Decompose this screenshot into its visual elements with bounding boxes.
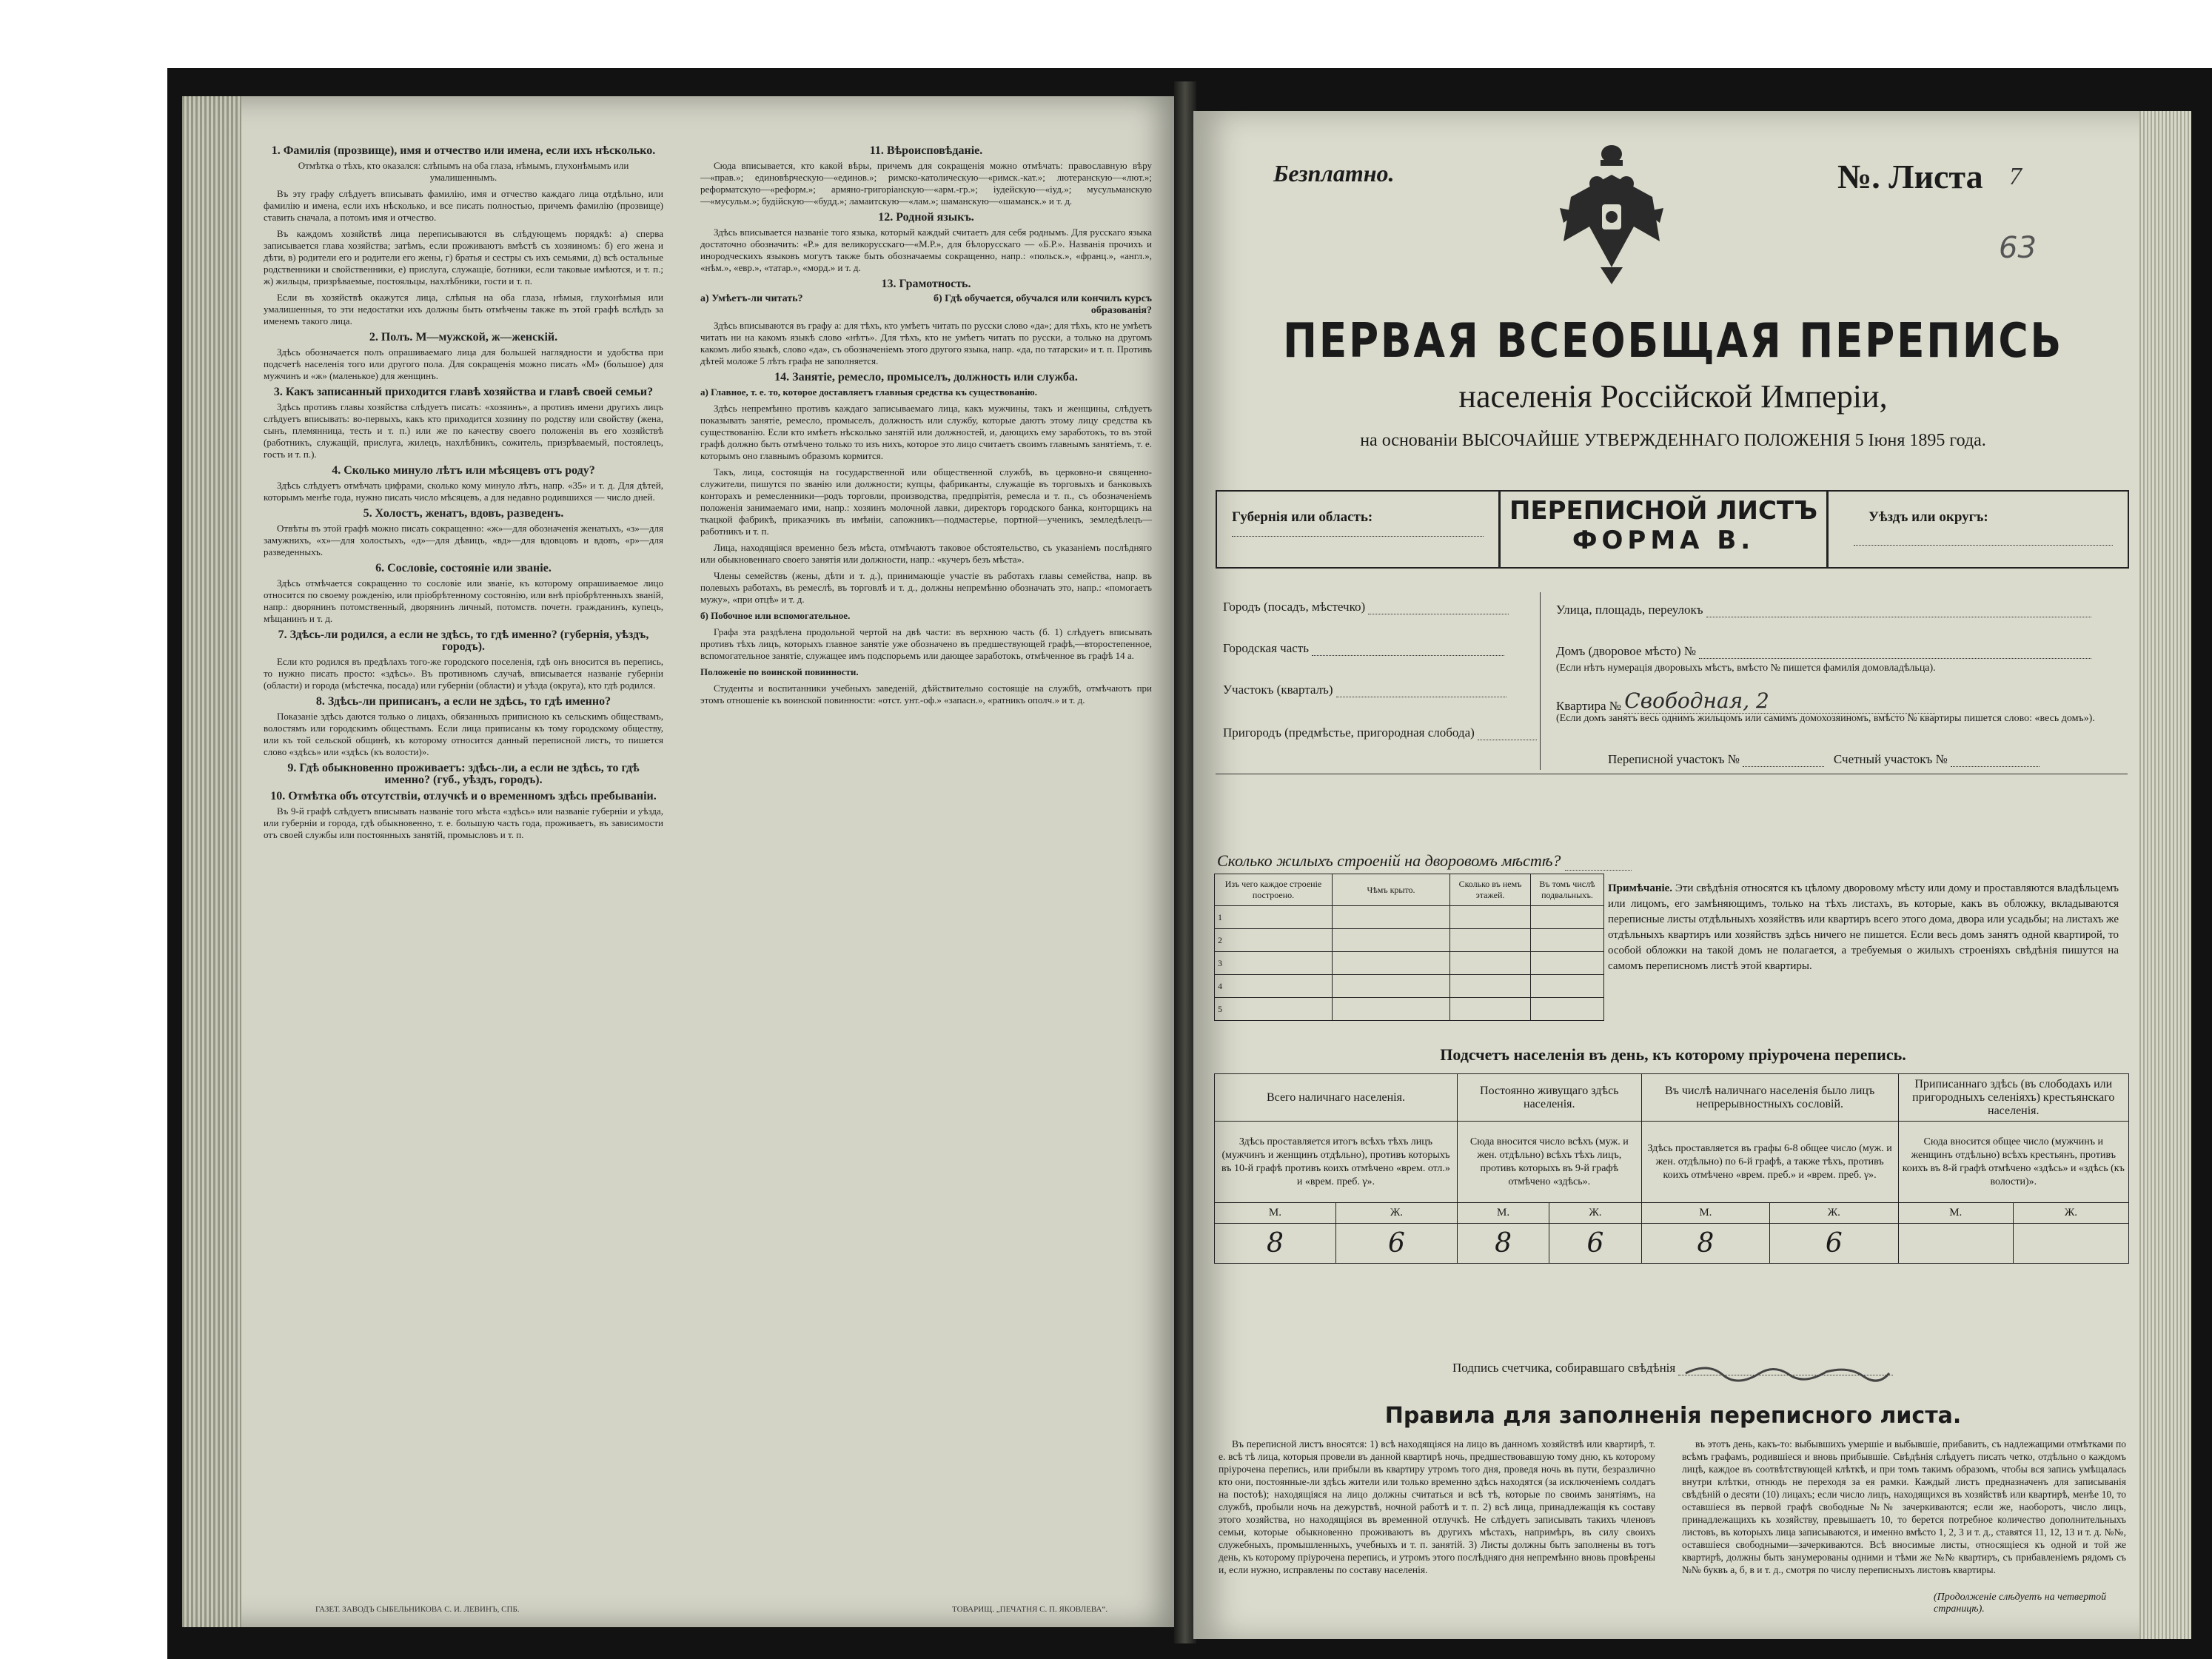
heading-14a: а) Главное, т. е. то, которое доставляетъ главныя средства къ существованію.	[700, 386, 1037, 398]
female-header: Ж.	[1770, 1203, 1898, 1224]
female-header: Ж.	[2013, 1203, 2128, 1224]
houses-header: Чѣмъ крыто.	[1333, 874, 1450, 906]
heading-13: 13. Грамотность.	[881, 278, 971, 290]
count-description: Сюда вносится общее число (мужчинъ и женщинъ отдѣльно) всѣхъ крестьянъ, противъ коихъ въ 8-й графѣ отмѣчено «здѣсь» и «здѣсь (къ волости)».	[1898, 1122, 2128, 1203]
district-label: Уѣздъ или округъ:	[1869, 509, 1988, 525]
male-header: М.	[1641, 1203, 1769, 1224]
heading-4: 4. Сколько минуло лѣтъ или мѣсяцевъ отъ роду?	[332, 464, 595, 477]
paragraph: Здѣсь вписывается названіе того языка, который каждый считаетъ для себя роднымъ. Для русскаго языка достаточно обозначить: «Р.» для великорусскаго—«М.Р.», для бѣлорусскаго — «Б.Р.». Названія прочихъ и инородческихъ языковъ могутъ также быть обозначаемы сокращенно, напр.: «польск.», «франц.», «англ.», «нѣм.», «евр.», «татар.», «морд.» и т. д.	[700, 227, 1152, 273]
table-row: 3	[1215, 952, 1604, 975]
paragraph: Въ эту графу слѣдуетъ вписывать фамилію, имя и отчество каждаго лица отдѣльно, или фамилію и имена, если ихъ нѣсколько, и все писать полностью, причемъ фамилію (прозвище) ставить сначала, а потомъ имя и отчество.	[264, 188, 663, 223]
paragraph: Если кто родился въ предѣлахъ того-же городского поселенія, гдѣ онъ вносится въ перепись, то нужно писать просто: «здѣсь». Въ противномъ случаѣ, вписывается названіе губерніи (области) и города (мѣстечка, посада) или губерніи (области) и уѣзда (округа), кто гдѣ родился.	[264, 656, 663, 691]
houses-note: Примѣчаніе. Эти свѣдѣнія относятся къ цѣлому дворовому мѣсту или дому и проставляются владѣльцемъ или лицомъ, его замѣняющимъ, только на тѣхъ листахъ, въ которые, какъ въ обложку, вкладываются переписные листы отдѣльныхъ хозяйствъ или квартиръ всего этого дома, двора или усадьбы; на листахъ же отдѣльныхъ квартиръ или хозяйствъ здѣсь ничего не пишется. Если весь домъ занятъ одной квартирой, то особой обложки на такой домъ не полагается, а требуемыя о жилыхъ строеніяхъ свѣдѣнія пишутся на самомъ переписномъ листѣ этой квартиры.	[1608, 882, 2119, 972]
count-header: Въ числѣ наличнаго населенія было лицъ непрерывностныхъ сословій.	[1641, 1074, 1898, 1122]
male-header: М.	[1457, 1203, 1549, 1224]
rules-title: Правила для заполненія переписного листа.	[1384, 1403, 1962, 1429]
table-row: 2	[1215, 929, 1604, 952]
heading-military: Положеніе по воинской повинности.	[700, 666, 859, 677]
paragraph: Показаніе здѣсь даются только о лицахъ, обязанныхъ приписною къ сельскимъ обществамъ, волостямъ или городскимъ обществамъ. Если лица приписаны къ тому городскому обществу, или къ той сельской общинѣ, къ которому относится данный переписной листъ, то пишется слово «здѣсь» или «здѣсь (къ волости)».	[264, 711, 663, 757]
paragraph: Студенты и воспитанники учебныхъ заведеній, дѣйствительно состоящіе на службѣ, отмѣчаютъ при этомъ отношеніе къ воинской повинности: «отст. унт.-оф.» «запасн.», «ратникъ ополч.» и т. д.	[700, 683, 1152, 706]
heading-10: 10. Отмѣтка объ отсутствіи, отлучкѣ и о временномъ здѣсь пребываніи.	[270, 790, 657, 802]
continued-note: (Продолженіе слѣдуетъ на четвертой страницѣ).	[1934, 1592, 2107, 1615]
count-header: Приписаннаго здѣсь (въ слободахъ или пригородныхъ селеніяхъ) крестьянскаго населенія.	[1898, 1074, 2128, 1122]
table-row: 4	[1215, 975, 1604, 998]
table-row: 1	[1215, 906, 1604, 929]
left-column-2	[700, 141, 1152, 1592]
printer-imprint-right: ТОВАРИЩ. „ПЕЧАТНЯ С. П. ЯКОВЛЕВА“.	[952, 1605, 1108, 1614]
paragraph: Сюда вписывается, кто какой вѣры, причемъ для сокращенія можно отмѣчать: православную вѣру—«прав.»; единовѣрческую—«единов.»; римско-католическую—«римск.-кат.»; лютеранскую—«лют.»; реформатскую—«реформ.»; армяно-григоріанскую—«арм.-гр.»; іудейскую—«іуд.»; мусульманскую—«мусульм.»; будійскую—«будд.»; ламаитскую—«лам.»; шаманскую—«шаманск.» и т. д.	[700, 160, 1152, 207]
paragraph: Въ 9-й графѣ слѣдуетъ вписывать названіе того мѣста «здѣсь» или названіе губерніи и уѣзда, или губерніи и города, гдѣ обыкновенно, т. е. большую часть года, проживаетъ, въ зависимости отъ своей службы или постоянныхъ занятій, промысловъ и т. п.	[264, 805, 663, 840]
header-box	[1216, 490, 2129, 569]
female-header: Ж.	[1549, 1203, 1641, 1224]
paragraph: Здѣсь вписываются въ графу а: для тѣхъ, кто умѣетъ читать по русски слово «да»; для тѣхъ, кто не умѣетъ читать ни на какомъ языкѣ слово «нѣтъ». Для тѣхъ, кто не умѣетъ читать по русски, а только на другомъ какомъ либо языкѣ, слово «да», съ обозначеніемъ этого другого языка, напр. «да, по татарски» и т. п. Противъ дѣтей моложе 5 лѣтъ графа не заполняется.	[700, 320, 1152, 366]
street-field: Улица, площадь, переулокъ	[1556, 603, 2091, 617]
houses-table	[1214, 874, 1604, 1021]
count-table	[1214, 1073, 2129, 1264]
heading-13b: б) Гдѣ обучается, обучался или кончилъ курсъ образованія?	[934, 293, 1152, 316]
count-value: 6	[1549, 1224, 1641, 1264]
male-header: М.	[1215, 1203, 1336, 1224]
heading-14b: б) Побочное или вспомогательное.	[700, 610, 851, 621]
sheet-number-handwritten: 7	[2009, 163, 2022, 190]
count-description: Здѣсь проставляется итогъ всѣхъ тѣхъ лицъ (мужчинъ и женщинъ отдѣльно), противъ которыхъ въ 10-й графѣ противъ коихъ отмѣчено «врем. отл.» и «врем. преб. γ».	[1215, 1122, 1458, 1203]
table-row: 5	[1215, 998, 1604, 1021]
count-description: Здѣсь проставляется въ графы 6-8 общее число (муж. и жен. отдѣльно) по 6-й графѣ, а также тѣхъ, противъ коихъ отмѣчено «врем. преб.» и «врем. преб. γ».	[1641, 1122, 1898, 1203]
signature-label: Подпись счетчика, собиравшаго свѣдѣнія	[1452, 1361, 1676, 1375]
heading-6: 6. Сословіе, состояніе или званіе.	[375, 562, 552, 574]
paragraph: Здѣсь противъ главы хозяйства слѣдуетъ писать: «хозяинъ», а противъ имени другихъ лицъ слѣдуетъ вписывать: во-первыхъ, какъ кто приходится хозяину по родству или свойству (жена, сынъ, племянница, тесть и т. п.) или же по качеству своего положенія въ его хозяйствѣ (работникъ, служащій, прислуга, жилецъ, нахлѣбникъ, сожитель, призрѣваемый, постоялецъ, гость и т. п.).	[264, 401, 663, 460]
count-title: Подсчетъ населенія въ день, къ которому пріурочена перепись.	[1440, 1045, 1906, 1064]
page-subtitle: населенія Россійской Имперіи,	[1458, 378, 1888, 415]
heading-9: 9. Гдѣ обыкновенно проживаетъ: здѣсь-ли, а если не здѣсь, то гдѣ именно? (губ., уѣздъ, городъ).	[287, 762, 640, 786]
left-page	[182, 96, 1183, 1627]
left-column-1	[264, 141, 663, 1592]
page-title: ПЕРВАЯ ВСЕОБЩАЯ ПЕРЕПИСЬ	[1283, 314, 2063, 369]
form-letter: ФОРМА В.	[1572, 526, 1755, 555]
paragraph: Здѣсь отмѣчается сокращенно то сословіе или званіе, къ которому опрашиваемое лицо относится по своему рожденію, или пріобрѣтенному состоянію, или внѣ пріобрѣтенныхъ званій, напр.: дворянинъ потомственный, дворянинъ личный, потомств. почетн. гражданинъ, купецъ, мѣщанинъ и т. д.	[264, 577, 663, 624]
houses-header: Въ томъ числѣ подвальныхъ.	[1531, 874, 1604, 906]
heading-12: 12. Родной языкъ.	[878, 211, 974, 224]
heading-5: 5. Холостъ, женатъ, вдовъ, разведенъ.	[363, 507, 564, 520]
count-header: Постоянно живущаго здѣсь населенія.	[1457, 1074, 1641, 1122]
paragraph: Здѣсь слѣдуетъ отмѣчать цифрами, сколько кому минуло лѣтъ, напр. «35» и т. д. Для дѣтей, которымъ менѣе года, нужно писать число мѣсяцевъ, а для недавно родившихся — число дней.	[264, 480, 663, 503]
apartment-note: (Если домъ занятъ весь однимъ жильцомъ или самимъ домохозяиномъ, вмѣсто № квартиры пишется слово: «весь домъ»).	[1556, 713, 2095, 724]
province-label: Губернія или область:	[1232, 509, 1373, 525]
paragraph: Здѣсь обозначается полъ опрашиваемаго лица для большей наглядности и удобства при подсчетѣ населенія того или другого пола. Для сокращенія можно писать «М» (большое) для мужчинъ и «ж» (маленькое) для женщинъ.	[264, 346, 663, 381]
count-header: Всего наличнаго населенія.	[1215, 1074, 1458, 1122]
paragraph: Если въ хозяйствѣ окажутся лица, слѣпыя на оба глаза, нѣмыя, глухонѣмыя или умалишенныя, то эти недостатки ихъ должны быть отмѣчены также въ этой графѣ вслѣдъ за именемъ такого лица.	[264, 292, 663, 326]
apartment-field: Квартира № Свободная, 2	[1556, 688, 1935, 714]
count-value	[2013, 1224, 2128, 1264]
count-value: 8	[1215, 1224, 1336, 1264]
paragraph: Отвѣты въ этой графѣ можно писать сокращенно: «ж»—для обозначенія женатыхъ, «з»—для замужнихъ, «х»—для холостыхъ, «д»—для дѣвицъ, «вд»—для вдовцовъ и вдовъ, «р»—для разведенныхъ.	[264, 523, 663, 557]
paragraph: Лица, находящіяся временно безъ мѣста, отмѣчаютъ таковое обстоятельство, съ указаніемъ послѣдняго или обыкновеннаго своего занятія или должности, напр.: «кучеръ безъ мѣста».	[700, 542, 1152, 565]
heading-13a: а) Умѣетъ-ли читать?	[700, 293, 803, 304]
sheet-number-label: №. Листа	[1837, 158, 1983, 195]
heading-8: 8. Здѣсь-ли приписанъ, а если не здѣсь, то гдѣ именно?	[315, 695, 611, 708]
census-district-field: Переписной участокъ № Счетный участокъ №	[1608, 752, 2040, 767]
paragraph: Здѣсь непремѣнно противъ каждаго записываемаго лица, какъ мужчины, такъ и женщины, слѣдуетъ показывать занятіе, ремесло, промыселъ, должность или службу, которые даютъ этому лицу средства къ существованію. Если кто имѣетъ нѣсколько занятій или должностей, и, дающихъ ему заработокъ, то въ этой графѣ должно быть отмѣчено только то изъ нихъ, которое это лицо считаетъ своимъ главнымъ занятіемъ, т. е. которымъ оно главнымъ образомъ кормится.	[700, 403, 1152, 461]
form-title: ПЕРЕПИСНОЙ ЛИСТЪ	[1509, 496, 1818, 526]
form-title-box	[1498, 492, 1829, 567]
count-value: 8	[1641, 1224, 1769, 1264]
right-page	[1193, 111, 2153, 1639]
heading-2: 2. Полъ. М—мужской, ж—женскій.	[369, 331, 558, 343]
page-edges	[182, 96, 241, 1627]
imperial-eagle-icon	[1556, 138, 1667, 289]
house-field: Домъ (дворовое мѣсто) №	[1556, 644, 2091, 659]
count-value: 6	[1770, 1224, 1898, 1264]
houses-header: Изъ чего каждое строеніе построено.	[1215, 874, 1333, 906]
heading-1-note: Отмѣтка о тѣхъ, кто оказался: слѣпымъ на оба глаза, нѣмымъ, глухонѣмымъ или умалишеннымъ.	[298, 160, 629, 183]
heading-11: 11. Вѣроисповѣданіе.	[869, 144, 983, 157]
city-part-field: Городская часть	[1223, 641, 1504, 656]
male-header: М.	[1898, 1203, 2013, 1224]
heading-1: 1. Фамилія (прозвище), имя и отчество или имена, если ихъ нѣсколько.	[271, 144, 656, 157]
paragraph: Члены семействъ (жены, дѣти и т. д.), принимающіе участіе въ работахъ главы семейства, напр. въ полевыхъ работахъ, въ ремеслѣ, въ торговлѣ и т. д., должны непремѣнно обозначать это, напр.: «помогаетъ мужу», «при отцѣ» и т. д.	[700, 570, 1152, 605]
suburb-field: Пригородъ (предмѣстье, пригородная слобода)	[1223, 725, 1537, 740]
rules-column-2	[1682, 1438, 2126, 1581]
house-note: (Если нѣтъ нумерація дворовыхъ мѣстъ, вмѣсто № пишется фамилія домовладѣльца).	[1556, 663, 1936, 674]
heading-3: 3. Какъ записанный приходится главѣ хозяйства и главѣ своей семьи?	[273, 386, 654, 398]
signature-row	[1452, 1361, 1893, 1375]
female-header: Ж.	[1335, 1203, 1457, 1224]
legal-basis: на основаніи ВЫСОЧАЙШЕ УТВЕРЖДЕННАГО ПОЛОЖЕНІЯ 5 Іюня 1895 года.	[1360, 431, 1986, 450]
count-value	[1898, 1224, 2013, 1264]
section-field: Участокъ (кварталъ)	[1223, 683, 1506, 697]
count-value: 8	[1457, 1224, 1549, 1264]
houses-header: Сколько въ немъ этажей.	[1450, 874, 1531, 906]
page-edges-right	[2139, 111, 2191, 1639]
apartment-value-handwritten: Свободная, 2	[1624, 688, 1935, 714]
rules-text: Въ переписной листъ вносятся: 1) всѣ находящіяся на лицо въ данномъ хозяйствѣ или квартирѣ, т. е. всѣ тѣ лица, которыя провели въ данной квартирѣ ночь, предшествовавшую тому дню, къ которому пріурочена перепись, или прибыли въ квартиру утромъ того дня, проведя ночь въ пути, безразлично кто они, постоянные-ли здѣсь жители или только временно здѣсь находятся (за исключеніемъ солдатъ на постоѣ); находящіяся на лицо должны считаться и всѣ тѣ, которые по своимъ занятіямъ, на службѣ, пробыли ночь на дежурствѣ, ночной работѣ и т. п. 2) всѣ лица, принадлежащія къ составу этого хозяйства, но находящіяся въ временной отлучкѣ. Не слѣдуетъ записывать такихъ членовъ семьи, которые обыкновенно проживаютъ въ другихъ мѣстахъ, напримѣръ, въ силу своихъ служебныхъ, промышленныхъ, учебныхъ и т. п. занятій. 3) Листы должны быть заполнены въ тотъ день, къ которому пріурочена перепись, и утромъ этого послѣдняго дня непремѣнно вновь провѣрены и, если нужно, исправлены по составу населенія.	[1219, 1438, 1655, 1575]
printer-imprint-left: ГАЗЕТ. ЗАВОДЪ СЫБЕЛЬНИКОВА С. И. ЛЕВИНЪ, СПБ.	[315, 1605, 520, 1614]
paragraph: Графа эта раздѣлена продольной чертой на двѣ части: въ верхнюю часть (б. 1) слѣдуетъ вписывать противъ тѣхъ лицъ, которыхъ главное занятіе уже обозначено въ предшествующей графѣ,—второстепенное, вспомогательное занятіе, служащее имъ подспорьемъ или дающее заработокъ, отмѣченное въ графѣ 14 а.	[700, 626, 1152, 661]
houses-question: Сколько жилыхъ строеній на дворовомъ мѣстѣ?	[1217, 851, 1632, 871]
rules-text: въ этотъ день, какъ-то: выбывшихъ умершіе и выбывшіе, прибавить, съ надлежащими отмѣтками по всѣмъ графамъ, родившіеся и вновь прибывшіе. Свѣдѣнія слѣдуетъ писать четко, отдѣльно о каждомъ лицѣ, каждое въ соотвѣтствующей клѣткѣ, и при томъ такимъ образомъ, чтобы вся запись умѣщалась внутри клѣтки, отнюдь не переходя за ея рамки. Каждый листъ предназначенъ для записыванія свѣдѣній о десяти (10) лицахъ; если число лицъ, находящихся въ хозяйствѣ или квартирѣ, менѣе 10, то оставшіеся въ первой графѣ свободные №№ зачеркиваются; если же, наоборотъ, число лицъ, принадлежащихъ къ хозяйству, превышаетъ 10, то берется потребное количество дополнительныхъ листовъ, въ которыхъ лица записываются, и именно вмѣсто 1, 2, 3 и т. д., ставятся 11, 12, 13 и т. д. №№, оставшіеся свободными—зачеркиваются. Всѣ вносимые листы, относящіеся къ одной и той же квартирѣ, должны быть занумерованы одними и тѣми же №№ квартиръ, съ прибавленіемъ рядомъ съ №№ буквъ а, б, в и т. д., смотря по числу переписныхъ листовъ квартиры.	[1682, 1438, 2126, 1575]
paragraph: Такъ, лица, состоящія на государственной или общественной службѣ, въ церковно-и священно-служители, пишутся по званію или должности; купцы, фабриканты, служащіе въ торговыхъ и банковыхъ конторахъ и ремесленники—родъ торговли, производства, предпріятія, ремесла и т. п., съ обозначеніемъ положенія занимаемаго ими, напр.: хозяинъ молочной лавки, директоръ городского банка, конторщикъ на ткацкой фабрикѣ, приказчикъ въ имѣніи, сапожникъ—подмастерье, портной—ученикъ, земледѣлецъ—работникъ и т. п.	[700, 466, 1152, 537]
archive-number-handwritten: 63	[1999, 231, 2037, 265]
city-field: Городъ (посадъ, мѣстечко)	[1223, 600, 1509, 614]
count-description: Сюда вносится число всѣхъ (муж. и жен. отдѣльно) всѣхъ тѣхъ лицъ, противъ которыхъ въ 9-й графѣ отмѣчено «здѣсь».	[1457, 1122, 1641, 1203]
paragraph: Въ каждомъ хозяйствѣ лица переписываются въ слѣдующемъ порядкѣ: а) сперва записывается глава хозяйства; затѣмъ, если проживаютъ вмѣстѣ съ хозяиномъ: б) его жена и дѣти, в) родители его и родители его жены, г) братья и сестры съ ихъ семьями, д) всѣ остальные родственники и свойственники, е) прислуга, служащіе, ботники, если таковые имѣются, и т. п.; ж) жильцы, призрѣваемые, постояльцы, нахлѣбники, гости и т. п.	[264, 228, 663, 286]
rules-column-1	[1219, 1438, 1655, 1581]
heading-7: 7. Здѣсь-ли родился, а если не здѣсь, то гдѣ именно? (губернія, уѣздъ, городъ).	[278, 629, 649, 653]
count-value: 6	[1335, 1224, 1457, 1264]
heading-14: 14. Занятіе, ремесло, промыселъ, должность или служба.	[774, 371, 1078, 383]
free-label: Безплатно.	[1273, 160, 1395, 187]
